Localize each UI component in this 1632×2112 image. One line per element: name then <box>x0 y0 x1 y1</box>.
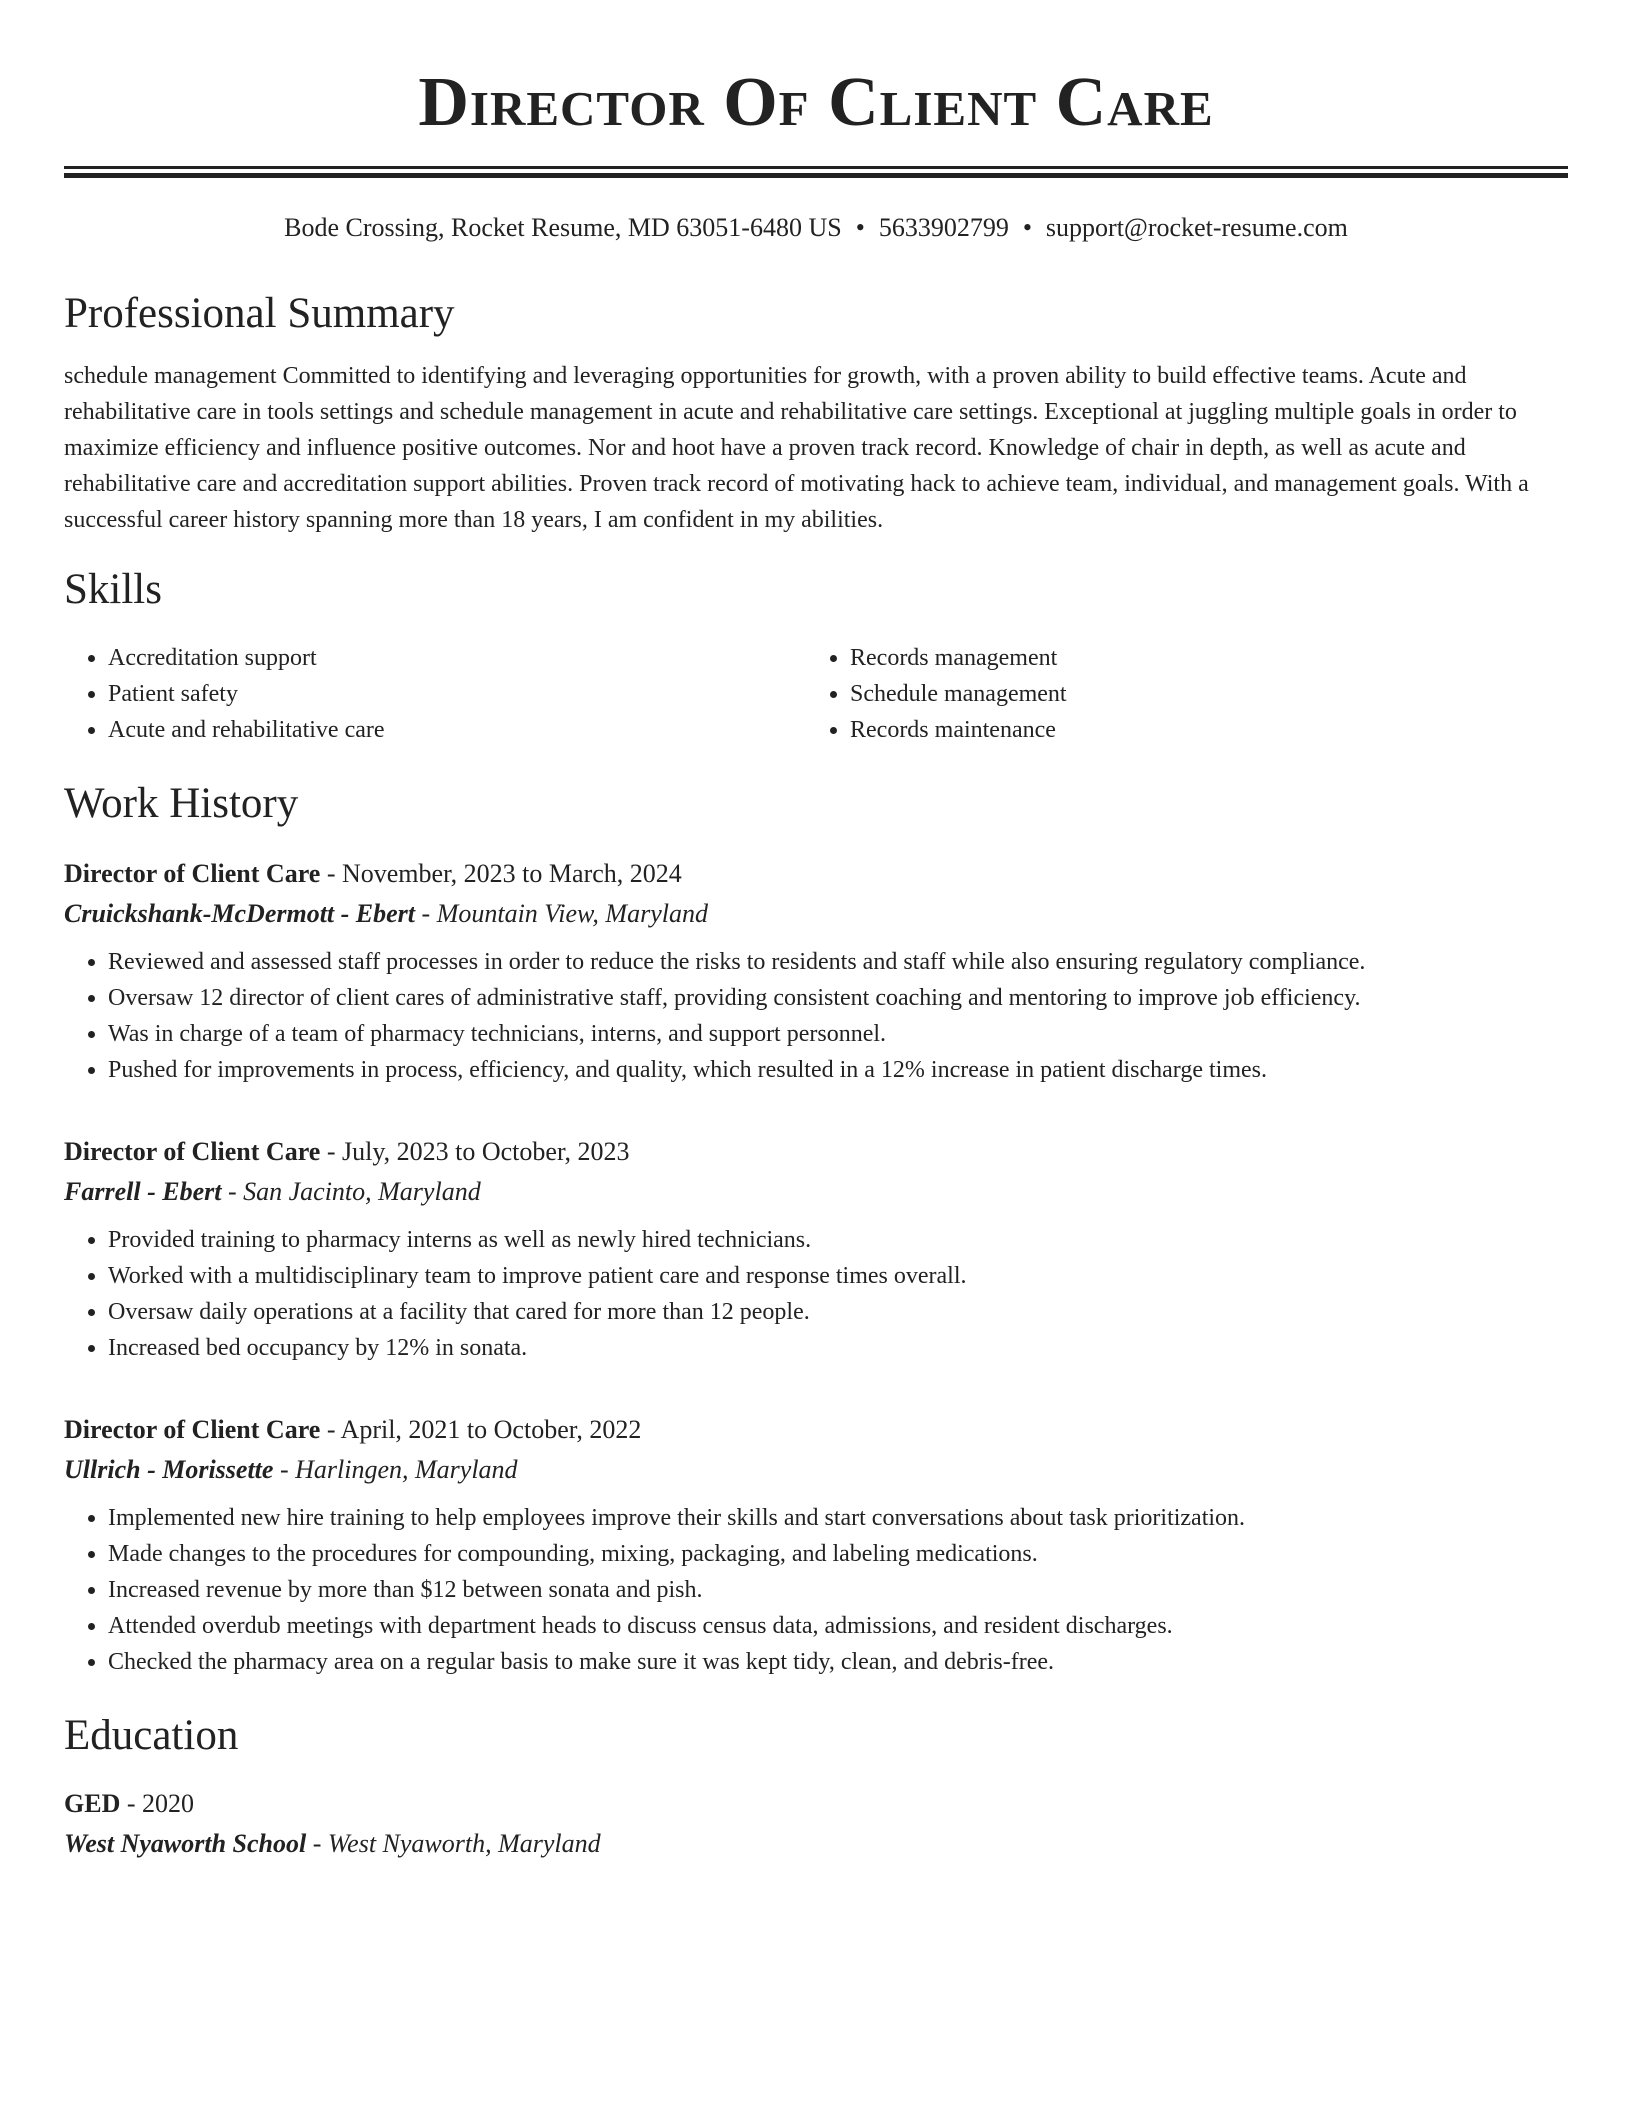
skill-item: • Accreditation support <box>108 640 806 676</box>
company-name: Cruickshank-McDermott - Ebert <box>64 899 416 928</box>
job-entry <box>64 1410 1568 1680</box>
school-name: West Nyaworth School <box>64 1829 307 1858</box>
job-bullets <box>64 1500 1568 1680</box>
contact-separator: • <box>1022 213 1032 242</box>
education-entry <box>64 1784 1568 1864</box>
skill-item: • Schedule management <box>850 676 1548 712</box>
skill-item: • Patient safety <box>108 676 806 712</box>
degree-name: GED <box>64 1789 121 1818</box>
skill-item: • Records management <box>850 640 1548 676</box>
job-bullet: • Implemented new hire training to help employees improve their skills and start conversations about task prioritization. <box>108 1500 1568 1536</box>
contact-line <box>64 210 1568 246</box>
skills-list <box>64 640 1568 748</box>
job-entry <box>64 854 1568 1088</box>
dash: - <box>320 859 342 888</box>
dash: - <box>120 1789 143 1818</box>
school-line <box>64 1824 1568 1864</box>
dash: - <box>320 1137 342 1166</box>
skills-heading: Skills <box>64 566 162 613</box>
job-bullets <box>64 1222 1568 1366</box>
title-divider <box>64 166 1568 178</box>
company-line <box>64 1172 1568 1212</box>
degree-line <box>64 1784 1568 1824</box>
job-bullet: • Oversaw daily operations at a facility that cared for more than 12 people. <box>108 1294 1568 1330</box>
graduation-year: 2020 <box>142 1789 195 1818</box>
company-location: Harlingen, Maryland <box>295 1455 518 1484</box>
job-dates: April, 2021 to October, 2022 <box>340 1415 642 1444</box>
dash: - <box>221 1177 244 1206</box>
skill-item: • Acute and rehabilitative care <box>108 712 806 748</box>
job-bullet: • Checked the pharmacy area on a regular basis to make sure it was kept tidy, clean, and debris-free. <box>108 1644 1568 1680</box>
education-heading: Education <box>64 1712 239 1759</box>
contact-separator: • <box>855 213 865 242</box>
job-bullet: • Made changes to the procedures for compounding, mixing, packaging, and labeling medications. <box>108 1536 1568 1572</box>
company-location: San Jacinto, Maryland <box>243 1177 481 1206</box>
job-entry <box>64 1132 1568 1366</box>
company-name: Farrell - Ebert <box>64 1177 222 1206</box>
job-bullet: • Increased bed occupancy by 12% in sonata. <box>108 1330 1568 1366</box>
job-title-line <box>64 1410 1568 1450</box>
summary-heading: Professional Summary <box>64 290 455 337</box>
contact-email[interactable]: support@rocket-resume.com <box>1045 213 1348 242</box>
dash: - <box>320 1415 341 1444</box>
job-bullet: • Increased revenue by more than $12 between sonata and pish. <box>108 1572 1568 1608</box>
job-title-line <box>64 854 1568 894</box>
company-location: Mountain View, Maryland <box>436 899 708 928</box>
company-line <box>64 1450 1568 1490</box>
job-dates: November, 2023 to March, 2024 <box>341 859 682 888</box>
job-bullet: • Attended overdub meetings with department heads to discuss census data, admissions, and resident discharges. <box>108 1608 1568 1644</box>
work-history-heading: Work History <box>64 780 299 827</box>
skills-column-left <box>64 640 806 748</box>
dash: - <box>306 1829 328 1858</box>
job-dates: July, 2023 to October, 2023 <box>341 1137 630 1166</box>
job-title: Director of Client Care <box>64 1415 321 1444</box>
job-bullet: • Was in charge of a team of pharmacy technicians, interns, and support personnel. <box>108 1016 1568 1052</box>
dash: - <box>273 1455 296 1484</box>
company-line <box>64 894 1568 934</box>
job-title-line <box>64 1132 1568 1172</box>
dash: - <box>415 899 437 928</box>
company-name: Ullrich - Morissette <box>64 1455 274 1484</box>
skill-item: • Records maintenance <box>850 712 1548 748</box>
job-title: Director of Client Care <box>64 1137 321 1166</box>
school-location: West Nyaworth, Maryland <box>327 1829 601 1858</box>
job-bullet: • Pushed for improvements in process, efficiency, and quality, which resulted in a 12% increase in patient discharge times. <box>108 1052 1568 1088</box>
job-bullets <box>64 944 1568 1088</box>
job-title: Director of Client Care <box>64 859 321 888</box>
job-bullet: • Reviewed and assessed staff processes in order to reduce the risks to residents and staff while also ensuring regulatory compliance. <box>108 944 1568 980</box>
job-bullet: • Worked with a multidisciplinary team to improve patient care and response times overall. <box>108 1258 1568 1294</box>
skills-column-right <box>806 640 1548 748</box>
resume-title: Director Of Client Care <box>418 64 1214 141</box>
summary-text: schedule management Committed to identifying and leveraging opportunities for growth, with a proven ability to build effective teams. Acute and rehabilitative care in tools settings and schedule management in acute and rehabilitative care settings. Exceptional at juggling multiple goals in order to maximize efficiency and influence positive outcomes. Nor and hoot have a proven track record. Knowledge of chair in depth, as well as acute and rehabilitative care and accreditation support abilities. Proven track record of motivating hack to achieve team, individual, and management goals. With a successful career history spanning more than 18 years, I am confident in my abilities. <box>64 363 1529 533</box>
job-bullet: • Oversaw 12 director of client cares of administrative staff, providing consistent coaching and mentoring to improve job efficiency. <box>108 980 1568 1016</box>
job-bullet: • Provided training to pharmacy interns as well as newly hired technicians. <box>108 1222 1568 1258</box>
contact-address: Bode Crossing, Rocket Resume, MD 63051-6480 US <box>284 213 842 242</box>
contact-phone: 5633902799 <box>878 213 1009 242</box>
